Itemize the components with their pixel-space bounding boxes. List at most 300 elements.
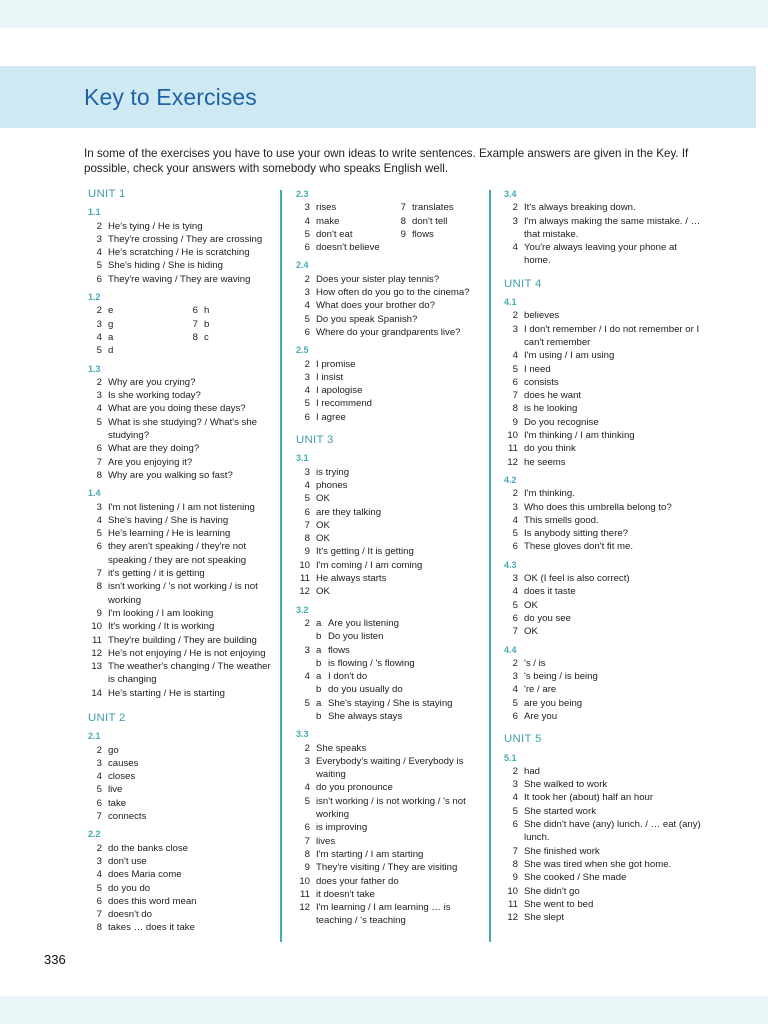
answer-item <box>296 545 482 558</box>
answer-number: 5 <box>96 784 102 796</box>
answer-text: She always stays <box>328 710 403 722</box>
answer-number: 4 <box>512 350 518 362</box>
answer-number: 6 <box>304 411 310 423</box>
answer-item <box>88 882 274 895</box>
answer-text: OK <box>316 519 330 531</box>
answer-number: 8 <box>304 533 310 545</box>
answer-text: Why are you crying? <box>108 376 196 388</box>
answer-item <box>504 585 704 598</box>
answer-item <box>88 757 274 770</box>
answer-number: 13 <box>91 661 102 673</box>
answer-number: 5 <box>304 398 310 410</box>
answer-item <box>504 697 704 710</box>
answer-item <box>88 783 274 796</box>
answer-item <box>296 559 482 572</box>
answer-number: 3 <box>96 501 102 513</box>
answer-item <box>296 532 482 545</box>
answer-item <box>296 479 482 492</box>
answer-text: I'm coming / I am coming <box>316 559 423 571</box>
answer-list <box>504 309 704 469</box>
answer-number: 6 <box>512 541 518 553</box>
answer-list <box>504 572 704 638</box>
answer-item <box>392 215 488 228</box>
answer-item <box>88 304 184 317</box>
answer-text: He always starts <box>316 573 387 585</box>
answer-number: 6 <box>304 242 310 254</box>
answer-text: I don't do <box>328 671 368 683</box>
answer-number: 8 <box>304 848 310 860</box>
answer-item <box>504 349 704 362</box>
answer-text: lives <box>316 835 336 847</box>
answer-text: They're waving / They are waving <box>108 273 251 285</box>
answer-item <box>296 273 482 286</box>
answer-item <box>504 429 704 442</box>
answer-item <box>504 540 704 553</box>
answer-text: isn't working / 's not working / is not working <box>108 581 258 606</box>
answer-number: 2 <box>96 220 102 232</box>
answer-item <box>296 795 482 822</box>
answer-item <box>504 215 704 242</box>
answer-item <box>504 599 704 612</box>
answer-number: 5 <box>512 363 518 375</box>
answer-number: 9 <box>512 416 518 428</box>
answer-text: is flowing / 's flowing <box>328 657 415 669</box>
answer-number: 3 <box>304 287 310 299</box>
unit-heading: UNIT 2 <box>88 711 126 724</box>
answer-number: 3 <box>512 501 518 513</box>
answer-text: This smells good. <box>524 514 599 526</box>
answer-item <box>504 818 704 845</box>
answer-text: consists <box>524 376 559 388</box>
answer-number: 7 <box>96 568 102 580</box>
answer-list <box>88 501 274 700</box>
answer-number: 8 <box>96 469 102 481</box>
answer-number: 4 <box>96 771 102 783</box>
answer-list <box>296 201 392 254</box>
unit-heading: UNIT 4 <box>504 277 542 290</box>
answer-text: She went to bed <box>524 898 594 910</box>
answer-column-1 <box>88 188 274 935</box>
answer-item <box>88 527 274 540</box>
answer-list <box>504 201 704 267</box>
answer-number: 11 <box>300 573 310 585</box>
answer-number: 3 <box>96 318 102 330</box>
answer-item <box>296 384 482 397</box>
answer-text: I promise <box>316 358 356 370</box>
answer-number: 8 <box>512 858 518 870</box>
answer-number: 7 <box>512 390 518 402</box>
answer-number: 2 <box>512 765 518 777</box>
answer-number: 4 <box>96 331 102 343</box>
answer-letter: b <box>316 631 322 643</box>
answer-number: 2 <box>304 742 310 754</box>
answer-number: 8 <box>192 331 198 343</box>
answer-number: 2 <box>96 305 102 317</box>
answer-item <box>504 201 704 214</box>
answer-number: 12 <box>507 912 518 924</box>
answer-number: 9 <box>304 862 310 874</box>
exercise-number: 3.2 <box>296 604 309 615</box>
answer-number: 4 <box>512 242 518 254</box>
answer-text: They're building / They are building <box>108 634 257 646</box>
exercise-number: 1.2 <box>88 292 101 303</box>
answer-item <box>88 456 274 469</box>
answer-number: 4 <box>512 792 518 804</box>
answer-text: I insist <box>316 371 344 383</box>
answer-number: 4 <box>512 684 518 696</box>
answer-text: rises <box>316 202 337 214</box>
answer-text: closes <box>108 771 136 783</box>
answer-item <box>88 810 274 823</box>
answer-number: 7 <box>192 318 198 330</box>
answer-text: Who does this umbrella belong to? <box>524 501 672 513</box>
answer-text: I don't remember / I do not remember or I can't remember <box>524 323 700 348</box>
answer-number: 3 <box>512 323 518 335</box>
answer-number: 9 <box>512 872 518 884</box>
answer-number: 3 <box>512 671 518 683</box>
answer-item <box>504 898 704 911</box>
answer-text: do you think <box>524 443 576 455</box>
answer-item <box>88 273 274 286</box>
answer-item <box>184 318 280 331</box>
answer-item <box>88 770 274 783</box>
answer-item <box>504 657 704 670</box>
answer-text: These gloves don't fit me. <box>524 541 634 553</box>
answer-text: live <box>108 784 123 796</box>
answer-text: 's being / is being <box>524 671 598 683</box>
answer-text: isn't working / is not working / 's not working <box>316 795 466 821</box>
answer-text: It's working / It is working <box>108 621 215 633</box>
answer-item <box>88 580 274 607</box>
exercise-number: 5.1 <box>504 752 517 763</box>
answer-text: had <box>524 765 541 777</box>
answer-item <box>88 469 274 482</box>
answer-text: OK <box>316 493 330 505</box>
answer-item <box>504 501 704 514</box>
answer-item <box>504 514 704 527</box>
answer-text: It took her (about) half an hour <box>524 792 654 804</box>
answer-item <box>504 241 704 268</box>
answer-item <box>504 670 704 683</box>
answer-item <box>504 871 704 884</box>
answer-text: it doesn't take <box>316 888 375 900</box>
answer-number: 4 <box>96 247 102 259</box>
answer-item <box>88 416 274 443</box>
answer-number: 11 <box>92 634 102 646</box>
answer-number: 4 <box>96 514 102 526</box>
answer-text: do the banks close <box>108 842 189 854</box>
answer-number: 6 <box>96 541 102 553</box>
answer-text: Do you listen <box>328 631 384 643</box>
answer-item <box>296 630 482 643</box>
answer-item <box>504 845 704 858</box>
answer-item <box>296 228 392 241</box>
answer-number: 5 <box>304 493 310 505</box>
answer-item <box>296 313 482 326</box>
answer-text: She started work <box>524 805 596 817</box>
answer-number: 3 <box>304 371 310 383</box>
answer-text: I'm not listening / I am not listening <box>108 501 255 513</box>
answer-text: translates <box>412 202 454 214</box>
answer-number: 14 <box>91 687 102 699</box>
answer-number: 2 <box>512 657 518 669</box>
answer-text: I agree <box>316 411 346 423</box>
answer-number: 5 <box>96 882 102 894</box>
answer-number: 2 <box>96 376 102 388</box>
answer-item <box>504 911 704 924</box>
answer-text: She's staying / She is staying <box>328 697 453 709</box>
answer-number: 4 <box>304 782 310 794</box>
answer-item <box>88 607 274 620</box>
answer-text: they aren't speaking / they're not speaking / they are not speaking <box>108 541 247 566</box>
answer-number: 5 <box>96 416 102 428</box>
answer-number: 6 <box>512 376 518 388</box>
answer-text: Are you enjoying it? <box>108 456 193 468</box>
answer-text: take <box>108 797 127 809</box>
answer-number: 7 <box>96 811 102 823</box>
answer-number: 5 <box>96 260 102 272</box>
answer-text: flows <box>412 228 434 240</box>
answer-item <box>504 456 704 469</box>
page-title: Key to Exercises <box>84 84 257 110</box>
answer-text: Is she working today? <box>108 390 201 402</box>
answer-list <box>504 657 704 723</box>
answer-number: 5 <box>304 313 310 325</box>
answer-number: 6 <box>96 895 102 907</box>
answer-text: do you do <box>108 882 151 894</box>
answer-item <box>296 506 482 519</box>
answer-grid <box>296 201 482 254</box>
intro-text: In some of the exercises you have to use your own ideas to write sentences. Example answers are given in the Key. If possible, check your answers with somebody who speaks English well. <box>84 147 689 175</box>
answer-number: 4 <box>304 385 310 397</box>
page-number: 336 <box>44 952 66 967</box>
answer-text: OK <box>524 626 538 638</box>
answer-number: 10 <box>91 621 102 633</box>
answer-list <box>88 842 274 935</box>
answer-number: 3 <box>512 779 518 791</box>
answer-item <box>296 411 482 424</box>
answer-text: OK (I feel is also correct) <box>524 573 630 585</box>
answer-item <box>504 402 704 415</box>
answer-list <box>296 273 482 339</box>
answer-item <box>504 805 704 818</box>
answer-text: It's getting / It is getting <box>316 546 414 558</box>
answer-text: What is she studying? / What's she studying? <box>108 416 258 442</box>
answer-item <box>504 710 704 723</box>
answer-number: 9 <box>96 607 102 619</box>
answer-number: 6 <box>512 819 518 831</box>
unit-heading: UNIT 3 <box>296 434 334 447</box>
answer-item <box>296 466 482 479</box>
answer-item <box>296 585 482 598</box>
answer-text: I need <box>524 363 551 375</box>
answer-number: 3 <box>96 757 102 769</box>
answer-number: 3 <box>304 202 310 214</box>
answer-text: are they talking <box>316 506 382 518</box>
answer-number: 12 <box>299 586 310 598</box>
answer-letter: b <box>316 684 322 696</box>
answer-text: OK <box>316 533 330 545</box>
answer-item <box>88 855 274 868</box>
answer-number: 5 <box>512 599 518 611</box>
answer-item <box>88 540 274 567</box>
answer-text: OK <box>316 586 330 598</box>
answer-item <box>296 821 482 834</box>
answer-item <box>296 358 482 371</box>
answer-text: does your father do <box>316 875 399 887</box>
answer-number: 10 <box>299 875 310 887</box>
answer-text: believes <box>524 310 560 322</box>
exercise-number: 1.1 <box>88 207 101 218</box>
unit-heading: UNIT 5 <box>504 733 542 746</box>
answer-item <box>504 363 704 376</box>
answer-item <box>504 778 704 791</box>
answer-text: Does your sister play tennis? <box>316 273 440 285</box>
answer-number: 2 <box>96 842 102 854</box>
answer-text: He's tying / He is tying <box>108 220 203 232</box>
answer-number: 3 <box>512 573 518 585</box>
answer-number <box>296 657 316 670</box>
answer-list <box>184 304 280 357</box>
answer-number: 5 <box>304 795 310 807</box>
answer-item <box>296 644 482 657</box>
answer-item <box>296 215 392 228</box>
answer-list <box>88 220 274 286</box>
exercise-number: 3.1 <box>296 453 309 464</box>
answer-item <box>88 442 274 455</box>
answer-text: don't use <box>108 855 147 867</box>
answer-item <box>296 617 482 630</box>
answer-text: doesn't do <box>108 909 152 921</box>
answer-item <box>296 888 482 901</box>
answer-number: 2 <box>512 202 518 214</box>
answer-text: I recommend <box>316 398 372 410</box>
answer-text: She walked to work <box>524 779 608 791</box>
answer-item <box>88 921 274 934</box>
answer-item <box>88 233 274 246</box>
answer-list <box>504 765 704 925</box>
answer-text: What does your brother do? <box>316 300 435 312</box>
answer-letter: a <box>316 644 322 656</box>
answer-number: 4 <box>304 671 310 683</box>
answer-letter: a <box>316 617 322 629</box>
answer-item <box>296 697 482 710</box>
answer-item <box>296 371 482 384</box>
answer-number: 6 <box>304 326 310 338</box>
answer-text: does Maria come <box>108 869 182 881</box>
answer-number: 2 <box>304 358 310 370</box>
answer-number <box>296 710 316 723</box>
answer-number: 12 <box>299 902 310 914</box>
answer-number: 9 <box>304 546 310 558</box>
answer-text: I'm always making the same mistake. / … that mistake. <box>524 215 701 240</box>
answer-item <box>504 442 704 455</box>
exercise-number: 4.4 <box>504 644 517 655</box>
answer-letter: b <box>316 710 322 722</box>
answer-text: She cooked / She made <box>524 872 627 884</box>
answer-number: 11 <box>508 898 518 910</box>
answer-item <box>88 647 274 660</box>
answer-text: What are they doing? <box>108 443 200 455</box>
answer-column-2 <box>296 188 482 928</box>
answer-text: go <box>108 744 119 756</box>
answer-list <box>296 742 482 928</box>
answer-item <box>296 901 482 928</box>
answer-text: OK <box>524 599 538 611</box>
answer-number: 6 <box>512 612 518 624</box>
answer-number: 10 <box>299 559 310 571</box>
unit-heading: UNIT 1 <box>88 188 126 200</box>
answer-text: 's / is <box>524 657 546 669</box>
answer-letter: b <box>316 657 322 669</box>
answer-text: Everybody's waiting / Everybody is waiting <box>316 755 464 781</box>
answer-item <box>504 625 704 638</box>
answer-item <box>504 683 704 696</box>
answer-text: Are you listening <box>328 617 399 629</box>
answer-item <box>88 376 274 389</box>
answer-number: 7 <box>96 909 102 921</box>
answer-text: phones <box>316 479 348 491</box>
answer-text: Is anybody sitting there? <box>524 528 628 540</box>
answer-text: She didn't go <box>524 885 580 897</box>
answer-text: He's not enjoying / He is not enjoying <box>108 647 266 659</box>
answer-item <box>296 683 482 696</box>
answer-item <box>296 781 482 794</box>
answer-text: don't eat <box>316 228 353 240</box>
answer-text: The weather's changing / The weather is changing <box>108 661 271 686</box>
answer-text: I'm starting / I am starting <box>316 848 424 860</box>
answer-number: 5 <box>512 697 518 709</box>
answer-number: 6 <box>304 506 310 518</box>
answer-number: 8 <box>400 215 406 227</box>
answer-text: She finished work <box>524 845 600 857</box>
answer-number: 12 <box>91 647 102 659</box>
answer-text: is trying <box>316 466 350 478</box>
answer-item <box>296 861 482 874</box>
exercise-number: 3.4 <box>504 189 517 199</box>
answer-text: takes … does it take <box>108 922 195 934</box>
answer-text: make <box>316 215 340 227</box>
answer-text: He's starting / He is starting <box>108 687 225 699</box>
answer-text: You're always leaving your phone at home. <box>524 242 677 267</box>
answer-number: 4 <box>512 586 518 598</box>
answer-number: 5 <box>512 805 518 817</box>
answer-item <box>88 687 274 700</box>
answer-number: 10 <box>507 430 518 442</box>
answer-number: 3 <box>512 215 518 227</box>
exercise-number: 2.4 <box>296 260 309 271</box>
answer-item <box>504 791 704 804</box>
answer-item <box>504 376 704 389</box>
answer-text: I'm learning / I am learning … is teaching / 's teaching <box>316 902 451 927</box>
answer-item <box>88 220 274 233</box>
answer-text: I'm looking / I am looking <box>108 607 214 619</box>
answer-item <box>88 331 184 344</box>
answer-text: I'm thinking. <box>524 488 575 500</box>
answer-number: 8 <box>512 403 518 415</box>
answer-number: 5 <box>304 228 310 240</box>
answer-text: b <box>204 318 210 330</box>
answer-list <box>296 617 482 723</box>
answer-number: 7 <box>512 845 518 857</box>
answer-item <box>296 742 482 755</box>
answer-item <box>88 868 274 881</box>
answer-number: 7 <box>304 835 310 847</box>
answer-number: 4 <box>304 479 310 491</box>
answer-text: does he want <box>524 390 582 402</box>
answer-number: 6 <box>512 710 518 722</box>
answer-number: 7 <box>512 626 518 638</box>
